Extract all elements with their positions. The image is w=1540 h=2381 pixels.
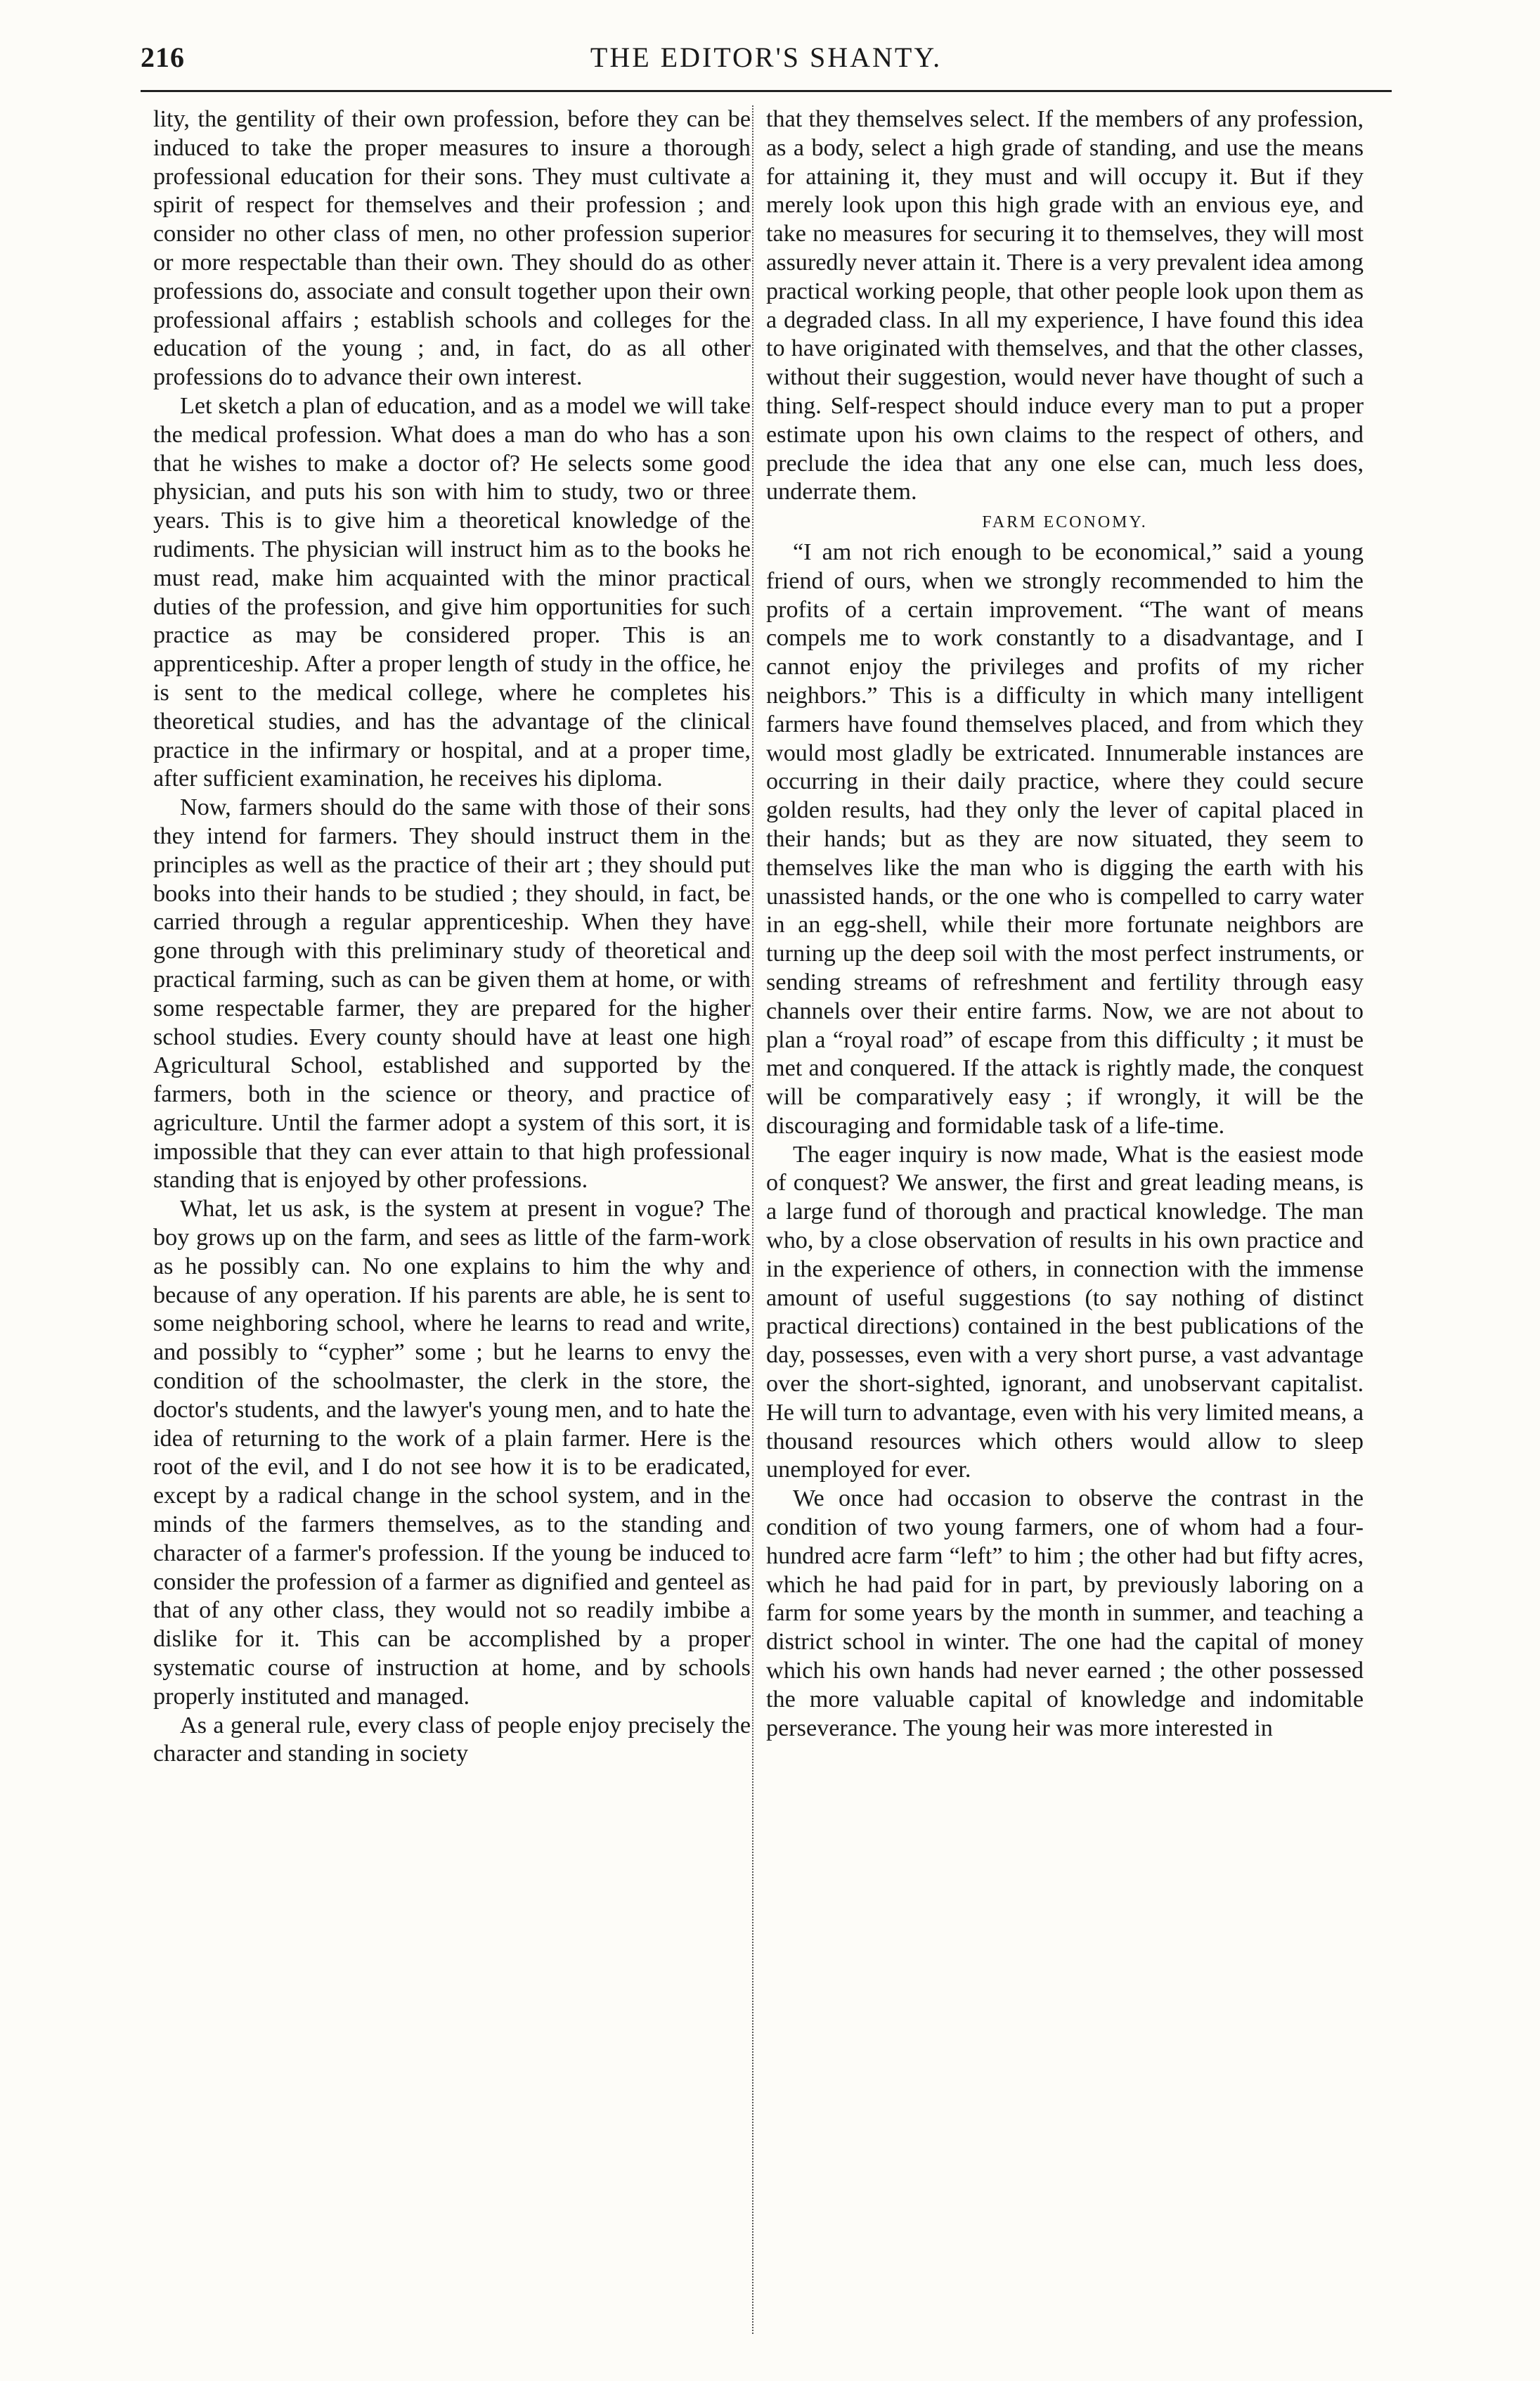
paragraph: that they themselves select. If the members of any profession, as a body, select a high grade of standing, and use the means for attaining it, they must and will occupy it. But if they merely look upon this high grade with an envious eye, and take no measures for securing it to themselves, they will most assuredly never attain it. There is a very prevalent idea among practical working people, that other people look upon them as a degraded class. In all my experience, I have found this idea to have originated with themselves, and that the other classes, without their suggestion, would never have thought of such a thing. Self-respect should induce every man to put a proper estimate upon his own claims to the respect of others, and preclude the idea that any one else can, much less does, underrate them. — [766, 106, 1364, 505]
column-divider — [752, 105, 753, 2334]
section-heading: FARM ECONOMY. — [982, 513, 1148, 532]
paragraph: “I am not rich enough to be economical,” said a young friend of ours, when we strongly recommended to him the profits of a certain improvement. “The want of means compels me to work constantly to a disadvantage, and I cannot enjoy the privileges and profits of my richer neighbors.” This is a difficulty in which many intelligent farmers have found themselves placed, and from which they would most gladly be extricated. Innumerable instances are occurring in their daily practice, where they could secure golden results, had they only the lever of capital placed in their hands; but as they are now situated, they seem to themselves like the man who is digging the earth with his unassisted hands, or the one who is compelled to carry water in an egg-shell, while their more fortunate neighbors are turning up the deep soil with the most perfect instruments, or sending streams of refreshment and fertility through easy channels over their entire farms. Now, we are not about to plan a “royal road” of escape from this difficulty ; it must be met and conquered. If the attack is rightly made, the conquest will be comparatively easy ; if wrongly, it will be the discouraging and formidable task of a life-time. — [766, 538, 1364, 1139]
paragraph: We once had occasion to observe the contrast in the condition of two young farmers, one of whom had a four-hundred acre farm “left” to him ; the other had but fifty acres, which he had paid for in part, by previously laboring on a farm for some years by the month in summer, and teaching a district school in winter. The one had the capital of money which his own hands had never earned ; the other possessed the more valuable capital of knowledge and indomitable perseverance. The young heir was more interested in — [766, 1485, 1364, 1741]
page-number: 216 — [141, 41, 185, 73]
right-column-section — [766, 538, 1364, 1743]
right-column — [766, 105, 1364, 2334]
paragraph: Now, farmers should do the same with those of their sons they intend for farmers. They should instruct them in the principles as well as the practice of their art ; they should put books into their hands to be studied ; they should, in fact, be carried through a regular apprenticeship. When they have gone through with this preliminary study of theoretical and practical farming, such as can be given them at home, or with some respectable farmer, they are prepared for the higher school studies. Every county should have at least one high Agricultural School, established and supported by the farmers, both in the science or theory, and practice of agriculture. Until the farmer adopt a system of this sort, it is impossible that they can ever attain to that high professional standing that is enjoyed by other professions. — [153, 794, 751, 1194]
left-column — [153, 105, 751, 2334]
running-title: THE EDITOR'S SHANTY. — [590, 41, 943, 73]
paragraph: lity, the gentility of their own profession, before they can be induced to take the proper measures to insure a thorough professional education for their sons. They must cultivate a spirit of respect for themselves and their profession ; and consider no other class of men, no other profession superior or more respectable than their own. They should do as other professions do, associate and consult together upon their own professional affairs ; establish schools and colleges for the education of the young ; and, in fact, do as all other professions do to advance their own interest. — [153, 106, 751, 391]
paragraph: As a general rule, every class of people enjoy precisely the character and standing in society — [153, 1712, 751, 1767]
header-rule — [141, 90, 1392, 92]
paragraph: The eager inquiry is now made, What is the easiest mode of conquest? We answer, the first and great leading means, is a large fund of thorough and practical knowledge. The man who, by a close observation of results in his own practice and in the experience of others, in connection with the immense amount of useful suggestions (to say nothing of distinct practical directions) contained in the best publications of the day, possesses, even with a very short purse, a vast advantage over the short-sighted, ignorant, and unobservant capitalist. He will turn to advantage, even with his very limited means, a thousand resources which others would allow to sleep unemployed for ever. — [766, 1141, 1364, 1483]
paragraph: What, let us ask, is the system at present in vogue? The boy grows up on the farm, and sees as little of the farm-work as he possibly can. No one explains to him the why and because of any operation. If his parents are able, he is sent to some neighboring school, where he learns to read and write, and possibly to “cypher” some ; but he learns to envy the condition of the schoolmaster, the clerk in the store, the doctor's students, and the lawyer's young men, and to hate the idea of returning to the work of a plain farmer. Here is the root of the evil, and I do not see how it is to be eradicated, except by a radical change in the school system, and in the minds of the farmers themselves, as to the standing and character of a farmer's profession. If the young be induced to consider the profession of a farmer as dignified and genteel as that of any other class, they would not so readily imbibe a dislike for it. This can be accomplished by a proper systematic course of instruction at home, and by schools properly instituted and managed. — [153, 1196, 751, 1710]
paragraph: Let sketch a plan of education, and as a model we will take the medical profession. What does a man do who has a son that he wishes to make a doctor of? He selects some good physician, and puts his son with him to study, two or three years. This is to give him a theoretical knowledge of the rudiments. The physician will instruct him as to the books he must read, make him acquainted with the minor practical duties of the profession, and give him opportunities for such practice as may be considered proper. This is an apprenticeship. After a proper length of study in the office, he is sent to the medical college, where he completes his theoretical studies, and has the advantage of the clinical practice in the infirmary or hospital, and at a proper time, after sufficient examination, he receives his diploma. — [153, 392, 751, 792]
page-header — [141, 41, 1392, 83]
right-column-intro — [766, 105, 1364, 507]
